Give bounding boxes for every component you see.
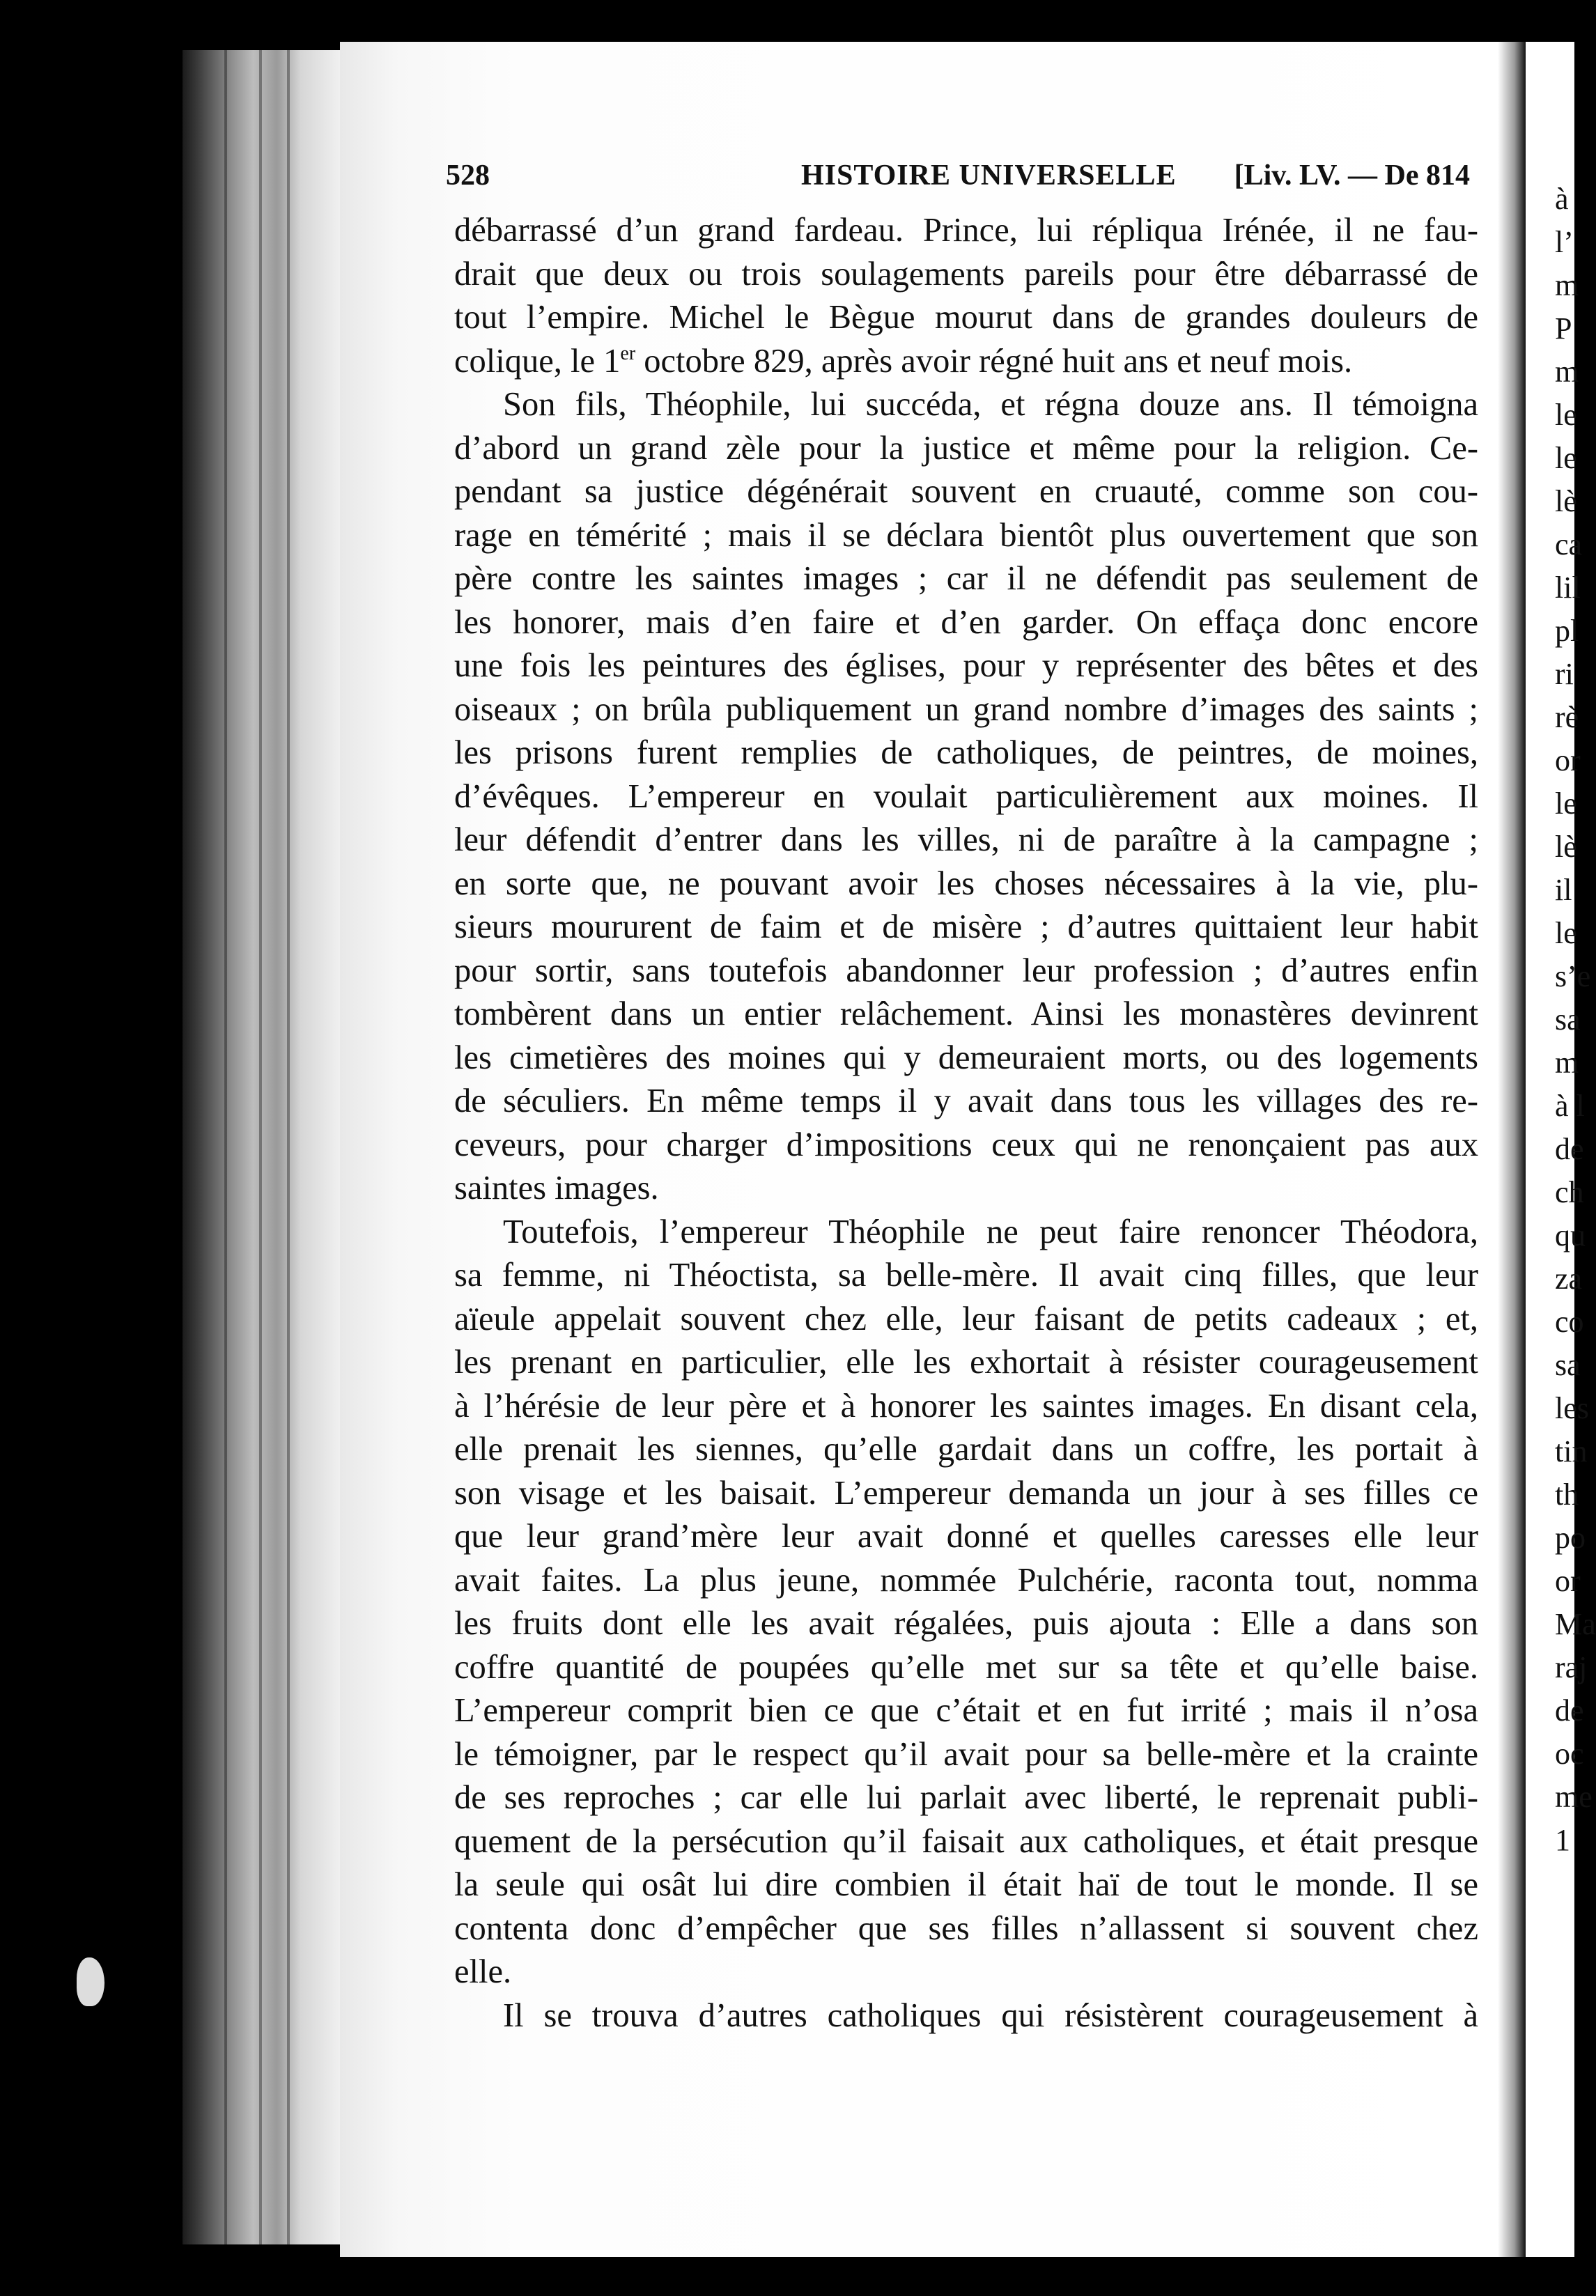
section-reference: [Liv. LV. — De 814 <box>1234 160 1470 192</box>
text-line: les prenant en particulier, elle les exhortait à résister courageusement <box>454 1344 1478 1381</box>
running-title: HISTOIRE UNIVERSELLE <box>801 160 1177 192</box>
text-line: tout l’empire. Michel le Bègue mourut dans de grandes douleurs de <box>454 299 1478 336</box>
facing-page-fragment: il <box>1555 873 1572 907</box>
text-fragment: octobre 829, après avoir régné huit ans et neuf mois. <box>635 342 1353 380</box>
paragraph-first-line: Il se trouva d’autres catholiques qui résistèrent courageusement à <box>503 1996 1478 2034</box>
text-line: une fois les peintures des églises, pour y représenter des bêtes et des <box>454 647 1478 684</box>
facing-page-edge <box>1526 42 1596 2257</box>
facing-page-fragment: de <box>1555 1693 1584 1728</box>
facing-page-fragment: ri <box>1555 657 1574 691</box>
facing-page-fragment: m <box>1555 268 1579 302</box>
text-line: quement de la persécution qu’il faisait aux catholiques, et était presque <box>454 1822 1478 1860</box>
text-line: père contre les saintes images ; car il ne défendit pas seulement de <box>454 560 1478 597</box>
text-line: d’abord un grand zèle pour la justice et même pour la religion. Ce- <box>454 429 1478 467</box>
facing-page-fragment: po <box>1555 1521 1586 1555</box>
text-line: en sorte que, ne pouvant avoir les choses nécessaires à la vie, plu- <box>454 864 1478 902</box>
ordinal-superscript: er <box>620 342 636 364</box>
text-line: elle prenait les siennes, qu’elle gardait dans un coffre, les portait à <box>454 1431 1478 1468</box>
facing-page-fragment: raj <box>1555 1650 1588 1684</box>
text-line: elle. <box>454 1953 512 1990</box>
facing-page-fragment: 1 <box>1555 1823 1570 1857</box>
text-fragment: colique, le 1 <box>454 342 621 380</box>
facing-page-fragment: le <box>1555 441 1577 475</box>
facing-page-fragment: P <box>1555 311 1572 346</box>
text-line: pendant sa justice dégénérait souvent en cruauté, comme son cou- <box>454 473 1478 510</box>
facing-page-fragment: rè <box>1555 700 1579 734</box>
running-header <box>446 159 1470 201</box>
facing-page-fragment: ch <box>1555 1175 1584 1209</box>
text-line: ceveurs, pour charger d’impositions ceux qui ne renonçaient pas aux <box>454 1126 1478 1163</box>
text-line: d’évêques. L’empereur en voulait particulièrement aux moines. Il <box>454 777 1478 815</box>
text-line: les fruits dont elle les avait régalées, puis ajouta : Elle a dans son <box>454 1605 1478 1642</box>
body-text <box>454 209 1478 2038</box>
facing-page-fragment: lè <box>1555 484 1577 518</box>
facing-page-fragment: lè <box>1555 830 1577 864</box>
facing-page-fragment: le <box>1555 398 1577 432</box>
text-line: les cimetières des moines qui y demeuraient morts, ou des logements <box>454 1039 1478 1076</box>
facing-page-fragment: sa <box>1555 1002 1581 1037</box>
text-line: L’empereur comprit bien ce que c’était et en fut irrité ; mais il n’osa <box>454 1692 1478 1729</box>
text-line: sieurs moururent de faim et de misère ; d’autres quittaient leur habit <box>454 908 1478 945</box>
text-line: de séculiers. En même temps il y avait dans tous les villages des re- <box>454 1083 1478 1119</box>
book-gutter <box>1498 42 1526 2257</box>
text-line: les prisons furent remplies de catholiques, de peintres, de moines, <box>454 734 1478 771</box>
facing-page-fragment: co <box>1555 1305 1584 1339</box>
facing-page-fragment: le <box>1555 916 1577 950</box>
facing-page-fragment: sa <box>1555 1348 1581 1382</box>
text-line: tombèrent dans un entier relâchement. Ainsi les monastères devinrent <box>454 995 1478 1032</box>
facing-page-fragment: za <box>1555 1262 1583 1296</box>
facing-page-fragment: s’e <box>1555 959 1591 993</box>
facing-page-fragment: de <box>1555 1132 1584 1166</box>
text-line: saintes images. <box>454 1170 659 1207</box>
text-line: la seule qui osât lui dire combien il était haï de tout le monde. Il se <box>454 1866 1478 1903</box>
page-number: 528 <box>446 160 490 192</box>
text-line: oiseaux ; on brûla publiquement un grand nombre d’images des saints ; <box>454 690 1478 728</box>
facing-page-fragment: à l <box>1555 1089 1585 1123</box>
text-line: drait que deux ou trois soulagements pareils pour être débarrassé de <box>454 255 1478 293</box>
facing-page-fragment: th <box>1555 1477 1579 1512</box>
facing-page-fragment: ca <box>1555 527 1583 561</box>
text-line: contenta donc d’empêcher que ses filles n’allassent si souvent chez <box>454 1909 1478 1947</box>
facing-page-fragment: m <box>1555 355 1579 389</box>
paragraph-first-line: Toutefois, l’empereur Théophile ne peut faire renoncer Théodora, <box>503 1213 1478 1250</box>
paper-blot <box>77 1957 104 2006</box>
text-line: aïeule appelait souvent chez elle, leur faisant de petits cadeaux ; et, <box>454 1300 1478 1337</box>
text-line: pour sortir, sans toutefois abandonner leur profession ; d’autres enfin <box>454 952 1478 989</box>
text-line: rage en témérité ; mais il se déclara bientôt plus ouvertement que son <box>454 516 1478 554</box>
facing-page-fragment: oc <box>1555 1737 1584 1771</box>
text-line: son visage et les baisait. L’empereur demanda un jour à ses filles ce <box>454 1474 1478 1512</box>
facing-page-fragment: l’ <box>1555 225 1574 259</box>
facing-page-fragment: m <box>1555 1046 1579 1080</box>
facing-page-fragment: or <box>1555 743 1581 777</box>
text-line: coffre quantité de poupées qu’elle met sur sa tête et qu’elle baise. <box>454 1648 1478 1686</box>
facing-page-fragment: Ma <box>1555 1607 1596 1641</box>
text-line: sa femme, ni Théoctista, sa belle-mère. Il avait cinq filles, que leur <box>454 1257 1478 1294</box>
text-line <box>454 340 1478 384</box>
text-line: les honorer, mais d’en faire et d’en garder. On effaça donc encore <box>454 603 1478 641</box>
facing-page-fragment: or <box>1555 1564 1581 1598</box>
facing-page-fragment: lil <box>1555 571 1581 605</box>
text-line: à l’hérésie de leur père et à honorer les saintes images. En disant cela, <box>454 1387 1478 1425</box>
facing-page-fragment: à <box>1555 182 1569 216</box>
facing-page-fragment: me <box>1555 1780 1593 1814</box>
text-line: de ses reproches ; car elle lui parlait avec liberté, le reprenait publi- <box>454 1779 1478 1816</box>
text-line: leur défendit d’entrer dans les villes, ni de paraître à la campagne ; <box>454 821 1478 858</box>
page-edge-stack <box>183 50 340 2244</box>
facing-page-fragment: pl <box>1555 614 1579 648</box>
facing-page-fragment: tin <box>1555 1434 1588 1468</box>
paragraph-first-line: Son fils, Théophile, lui succéda, et régna douze ans. Il témoigna <box>503 386 1478 423</box>
facing-page-fragment: les <box>1555 1391 1589 1425</box>
text-line: débarrassé d’un grand fardeau. Prince, lui répliqua Irénée, il ne fau- <box>454 212 1478 249</box>
text-line: le témoigner, par le respect qu’il avait pour sa belle-mère et la crainte <box>454 1735 1478 1773</box>
facing-page-fragment: qu <box>1555 1218 1586 1252</box>
facing-page-fragment: le <box>1555 786 1577 821</box>
text-line: que leur grand’mère leur avait donné et quelles caresses elle leur <box>454 1518 1478 1555</box>
text-line: avait faites. La plus jeune, nommée Pulchérie, raconta tout, nomma <box>454 1561 1478 1599</box>
